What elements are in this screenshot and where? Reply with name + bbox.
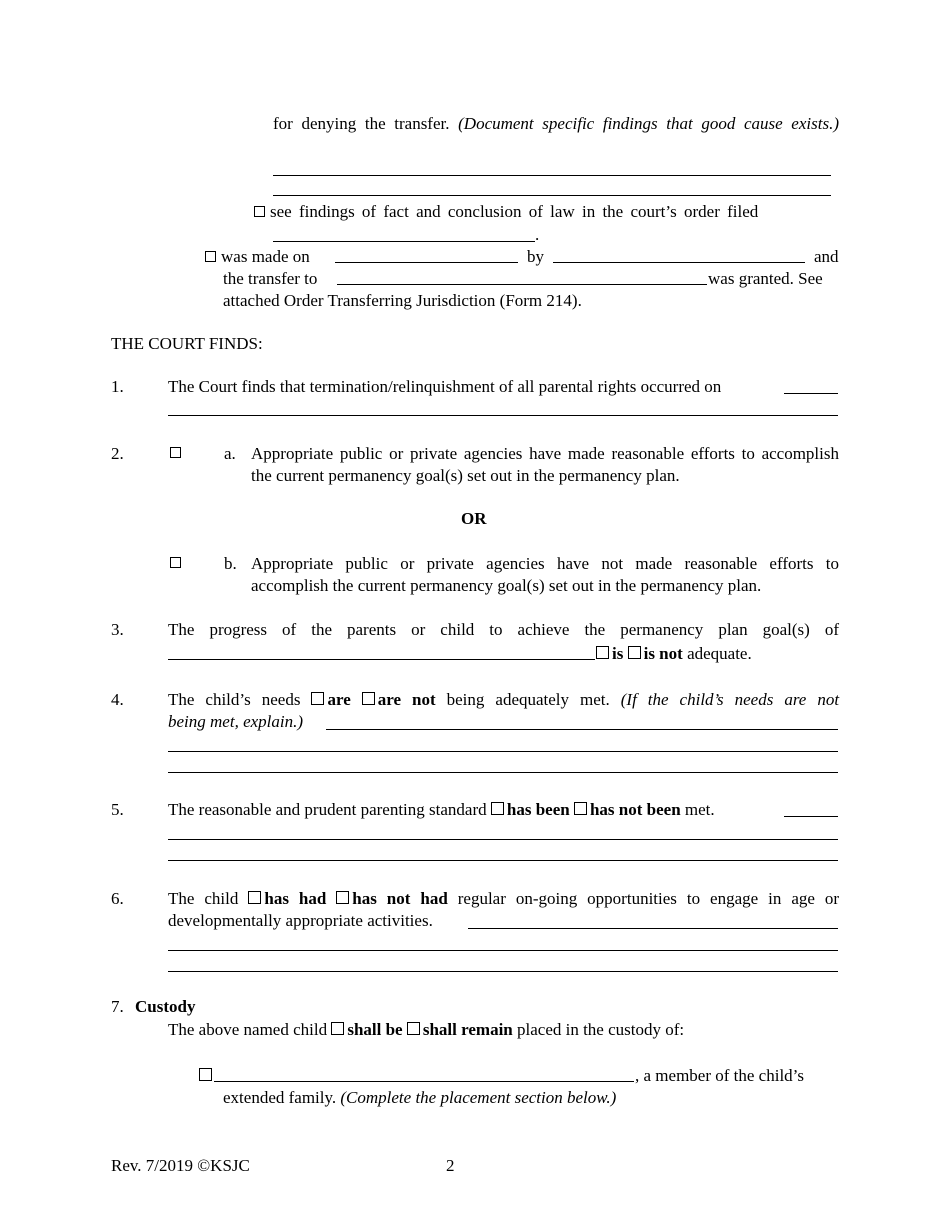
item-3-is-label: is [612,644,624,663]
item-5-has-been-checkbox[interactable] [491,802,504,815]
placement-note: (Complete the placement section below.) [340,1088,617,1107]
item-6-number: 6. [111,889,124,908]
item-4-are-checkbox[interactable] [311,692,324,705]
was-made-on-checkbox[interactable] [205,251,216,262]
item-3-number: 3. [111,620,124,639]
shall-remain-checkbox[interactable] [407,1022,420,1035]
extended-family-checkbox[interactable] [199,1068,212,1081]
by-text: by [527,247,544,266]
court-finds-heading: THE COURT FINDS: [111,334,263,353]
item-5-met: met. [684,800,715,819]
custody-line [168,1019,684,1041]
or-separator: OR [461,509,487,528]
custody-post: placed in the custody of: [517,1020,685,1039]
item-5-pre: The reasonable and prudent parenting standard [168,800,487,819]
item-4-pre: The child’s needs [168,690,301,709]
item-3-text: The progress of the parents or child to achieve the permanency plan goal(s) of [168,620,839,639]
item-1-date-line[interactable] [784,393,838,394]
and-text: and [814,247,839,266]
denying-transfer-line [273,113,839,135]
findings-line-1[interactable] [273,175,831,176]
see-findings-checkbox[interactable] [254,206,265,217]
see-findings-line [254,201,839,223]
item-5-line-2[interactable] [168,839,838,840]
item-5-number: 5. [111,800,124,819]
item-3-is-not-checkbox[interactable] [628,646,641,659]
item-7-number: 7. [111,997,124,1016]
item-6-explain-line-1[interactable] [468,928,838,929]
item-6-line2: developmentally appropriate activities. [168,911,433,930]
page-number: 2 [446,1156,455,1175]
attached-order-text: attached Order Transferring Jurisdiction (Form 214). [223,291,582,310]
extended-family-line2 [223,1087,616,1109]
item-2b-letter: b. [224,554,237,573]
period: . [535,225,540,244]
was-made-on-line [205,246,839,268]
shall-remain-label: shall remain [422,1020,513,1039]
by-whom-line[interactable] [553,262,805,263]
item-3-adequate: adequate. [687,644,752,663]
custody-pre: The above named child [168,1020,328,1039]
extended-family-name-line[interactable] [214,1081,634,1082]
shall-be-checkbox[interactable] [331,1022,344,1035]
item-6-post: regular on-going opportunities to engage in age or [457,889,840,908]
item-1-number: 1. [111,377,124,396]
item-5-has-been-label: has been [506,800,570,819]
item-4-number: 4. [111,690,124,709]
item-4-explain-line-2[interactable] [168,751,838,752]
made-on-date-line[interactable] [335,262,518,263]
extended-family-text: extended family. [223,1088,337,1107]
item-6-has-not-had-checkbox[interactable] [336,891,349,904]
item-6-line1 [168,888,839,910]
item-3-is-not-label: is not [643,644,683,663]
item-5-line-3[interactable] [168,860,838,861]
item-6-pre: The child [168,889,239,908]
item-6-explain-line-3[interactable] [168,971,838,972]
item-4-explain-line-1[interactable] [326,729,838,730]
transfer-to-line[interactable] [337,284,707,285]
transfer-to-text: the transfer to [223,269,318,288]
denying-note-part1: (Document specific findings that good cause exists.) [458,114,839,133]
item-2a-checkbox[interactable] [170,447,181,458]
item-2a-text: Appropriate public or private agencies have made reasonable efforts to accomplish the current permanency goal(s) set out in the permanency plan. [251,444,839,485]
item-4-are-label: are [327,690,351,709]
see-findings-text: see findings of fact and conclusion of law in the court’s order filed [270,202,759,221]
item-4-are-not-checkbox[interactable] [362,692,375,705]
item-6-has-had-checkbox[interactable] [248,891,261,904]
item-4-mid: being adequately met. [446,690,610,709]
findings-line-2[interactable] [273,195,831,196]
item-5-line [168,799,715,821]
item-5-short-line[interactable] [784,816,838,817]
item-6-explain-line-2[interactable] [168,950,838,951]
item-5-has-not-been-checkbox[interactable] [574,802,587,815]
was-granted-text: was granted. See [708,269,823,288]
item-3-is-checkbox[interactable] [596,646,609,659]
item-2a-letter: a. [224,444,236,463]
item-4-explain-line-3[interactable] [168,772,838,773]
item-3-options [596,643,752,665]
item-2-number: 2. [111,444,124,463]
extended-family-member-text: , a member of the child’s [635,1066,805,1085]
item-4-are-not-label: are not [377,690,436,709]
item-5-has-not-been-label: has not been [589,800,681,819]
item-1-text: The Court finds that termination/relinquishment of all parental rights occurred on [168,377,722,396]
item-2b-checkbox[interactable] [170,557,181,568]
item-2b-text: Appropriate public or private agencies have not made reasonable efforts to accomplish the current permanency goal(s) set out in the permanency plan. [251,554,839,595]
item-6-has-not-had-label: has not had [352,889,448,908]
item-3-goal-line[interactable] [168,659,595,660]
item-4-line1 [168,689,839,711]
item-6-has-had-label: has had [264,889,327,908]
custody-heading: Custody [135,997,196,1016]
item-1-line[interactable] [168,415,838,416]
item-4-note1: (If the child’s needs are not [620,690,840,709]
revision-footer: Rev. 7/2019 ©KSJC [111,1156,250,1175]
was-made-on-text: was made on [221,247,310,266]
denying-text: for denying the transfer. [273,114,450,133]
order-filed-date-line[interactable] [273,241,535,242]
item-4-note2: being met, explain.) [168,712,304,731]
shall-be-label: shall be [347,1020,403,1039]
